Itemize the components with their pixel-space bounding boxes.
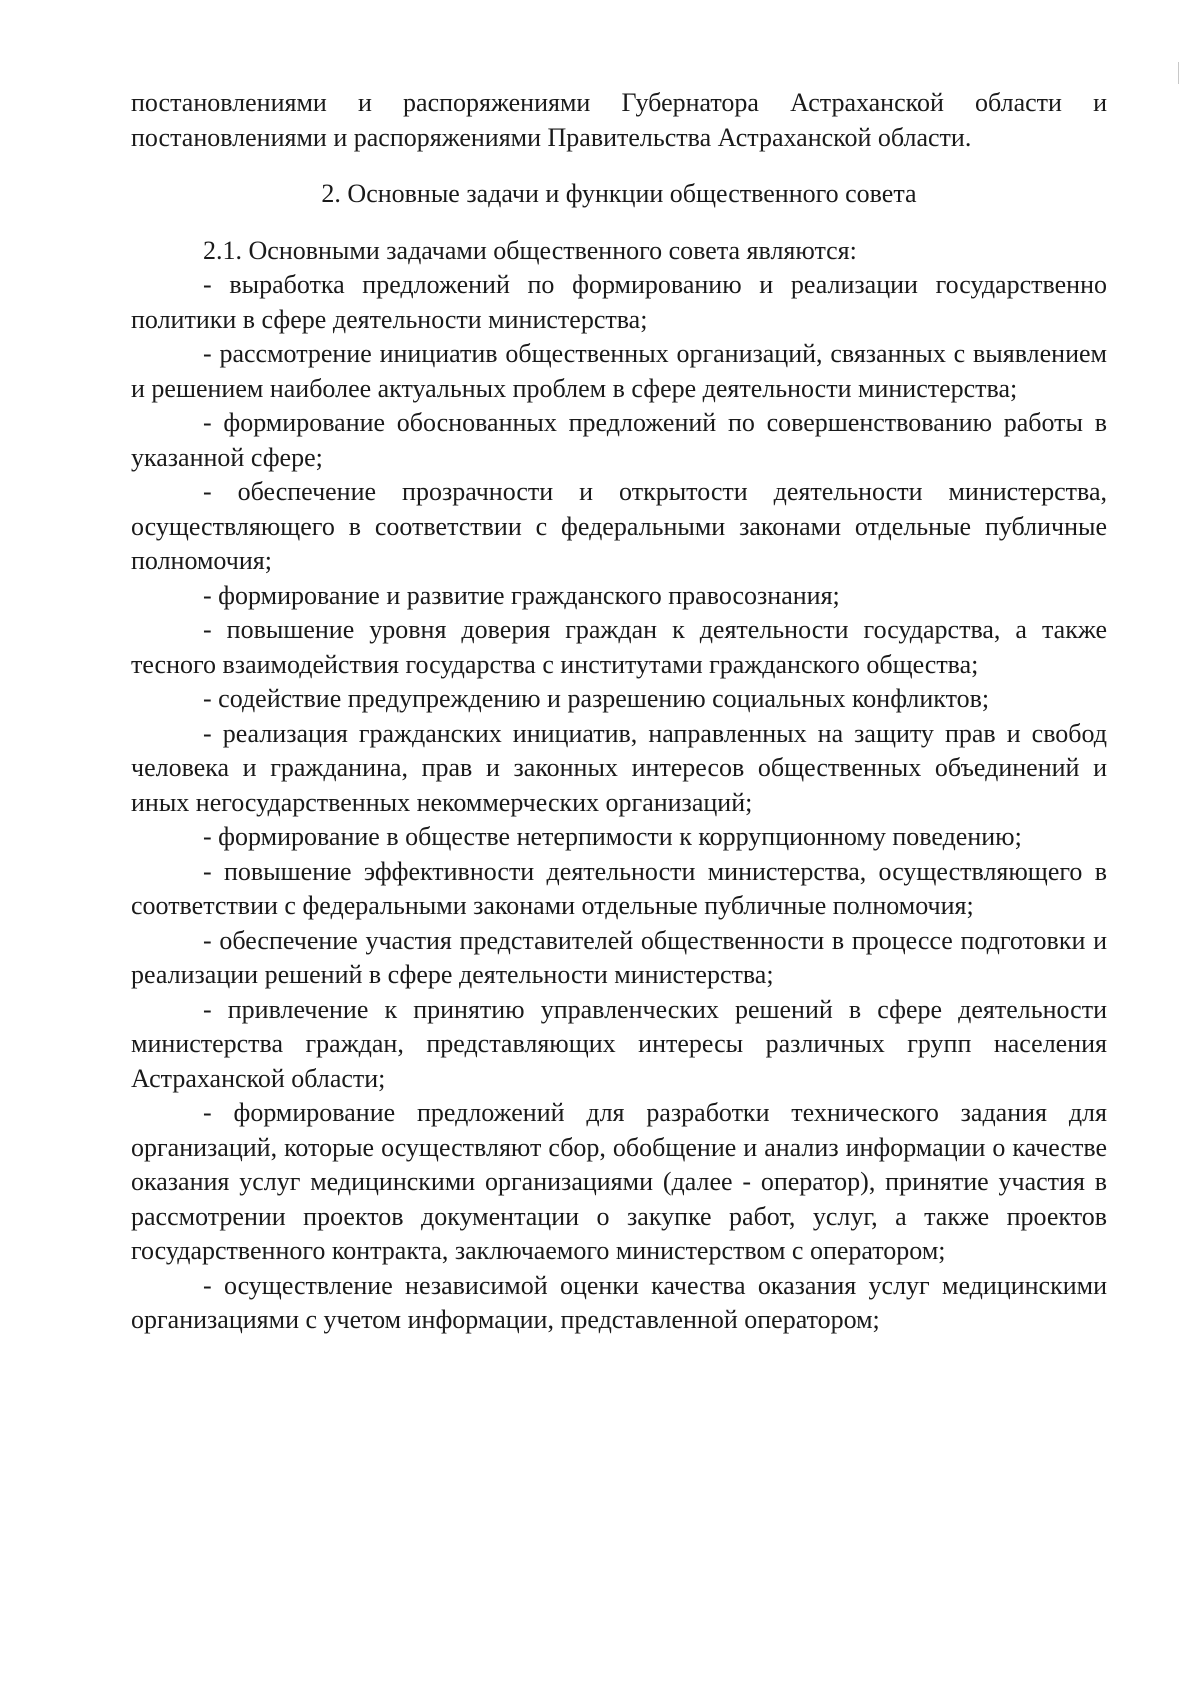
list-item: - формирование в обществе нетерпимости к коррупционному поведению; — [203, 822, 1022, 851]
list-item: - повышение эффективности деятельности министерства, осуществляющего в соответствии с федеральными законами отдельные публичные полномочия; — [131, 856, 1107, 920]
list-item: - осуществление независимой оценки качества оказания услуг медицинскими организациями с учетом информации, представленной оператором; — [131, 1270, 1107, 1334]
section-heading: 2. Основные задачи и функции общественного совета — [321, 179, 917, 208]
list-item: - рассмотрение инициатив общественных организаций, связанных с выявлением и решением наиболее актуальных проблем в сфере деятельности министерства; — [131, 339, 1107, 403]
list-item: - содействие предупреждению и разрешению социальных конфликтов; — [203, 684, 990, 713]
list-item: - формирование и развитие гражданского правосознания; — [203, 580, 840, 610]
list-item: - обеспечение прозрачности и открытости деятельности министерства, осуществляющего в соответствии с федеральными законами отдельные публичные полномочия; — [131, 477, 1107, 575]
list-item: - формирование предложений для разработки технического задания для организаций, которые осуществляют сбор, обобщение и анализ информации о качестве оказания услуг медицинскими организациями (далее - оператор), принятие участия в рассмотрении проектов документации о закупке работ, услуг, а также проектов государственного контракта, заключаемого министерством с оператором; — [131, 1098, 1107, 1265]
list-item: - формирование обоснованных предложений по совершенствованию работы в указанной сфере; — [131, 408, 1107, 472]
clause-2-1: 2.1. Основными задачами общественного совета являются: — [203, 235, 857, 265]
list-item: - привлечение к принятию управленческих решений в сфере деятельности министерства граждан, представляющих интересы различных групп населения Астраханской области; — [131, 994, 1107, 1093]
list-item: - повышение уровня доверия граждан к деятельности государства, а также тесного взаимодействия государства с институтами гражданского общества; — [131, 615, 1107, 679]
list-item: - выработка предложений по формированию и реализации государственно политики в сфере деятельности министерства; — [131, 270, 1107, 334]
list-item: - реализация гражданских инициатив, направленных на защиту прав и свобод человека и гражданина, прав и законных интересов общественных объединений и иных негосударственных некоммерческих организаций; — [131, 718, 1107, 817]
scan-edge-mark — [1178, 62, 1179, 84]
document-body — [131, 86, 1107, 1338]
list-item: - обеспечение участия представителей общественности в процессе подготовки и реализации решений в сфере деятельности министерства; — [131, 925, 1107, 989]
intro-paragraph: постановлениями и распоряжениями Губернатора Астраханской области и постановлениями и распоряжениями Правительства Астраханской области. — [131, 88, 1107, 152]
